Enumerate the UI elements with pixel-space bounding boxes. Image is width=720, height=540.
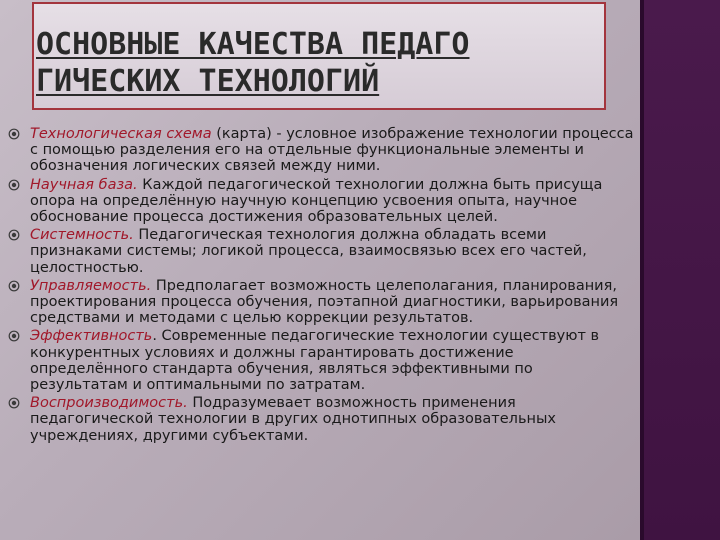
slide-title (36, 26, 606, 100)
circle-dot-bullet-icon (8, 397, 20, 409)
list-item-term: Управляемость. (30, 277, 152, 294)
circle-dot-bullet-icon (8, 229, 20, 241)
list-item-term: Эффективность (30, 328, 153, 345)
list-item-text: (карта) - условное изображение технологии процесса с помощью разделения его на отдельные функциональные элементы и обозначения логических связей между ними. (30, 126, 634, 175)
list-item-systemness (8, 227, 634, 276)
list-item-manageability (8, 278, 634, 327)
qualities-list (8, 126, 634, 446)
side-decoration-band (640, 0, 720, 540)
list-item-term: Технологическая схема (30, 126, 212, 142)
list-item-term: Научная база. (30, 176, 138, 193)
circle-dot-bullet-icon (8, 330, 20, 342)
list-item-text: Каждой педагогической технологии должна быть присуща опора на определённую научную концепцию усвоения опыта, научное обоснование процесса достижения образовательных целей. (30, 176, 603, 226)
title-box (32, 2, 606, 110)
list-item-term: Системность. (30, 227, 134, 244)
list-item-term: Воспроизводимость. (30, 395, 188, 412)
slide-title-line-2: ГИЧЕСКИХ ТЕХНОЛОГИЙ (36, 64, 380, 99)
slide-title-line-1: ОСНОВНЫЕ КАЧЕСТВА ПЕДАГО (36, 27, 470, 62)
circle-dot-bullet-icon (8, 179, 20, 191)
list-item-text: Подразумевает возможность применения педагогической технологии в других однотипных образовательных учреждениях, другими субъектами. (30, 395, 557, 444)
circle-dot-bullet-icon (8, 128, 20, 140)
list-item-scientific-base (8, 177, 634, 226)
list-item-efficiency (8, 328, 634, 393)
list-item-text: Педагогическая технология должна обладать всеми признаками системы; логикой процесса, взаимосвязью всех его частей, целостностью. (30, 227, 587, 276)
list-item-text: Предполагает возможность целеполагания, планирования, проектирования процесса обучения, поэтапной диагностики, варьирования средствами и методами с целью коррекции результатов. (30, 277, 619, 327)
list-item-scheme (8, 126, 634, 175)
circle-dot-bullet-icon (8, 280, 20, 292)
list-item-text: . Современные педагогические технологии существуют в конкурентных условиях и должны гарантировать достижение определённого стандарта обучения, являться эффективными по результатам и оптимальными по затратам. (30, 328, 600, 394)
list-item-reproducibility (8, 395, 634, 444)
